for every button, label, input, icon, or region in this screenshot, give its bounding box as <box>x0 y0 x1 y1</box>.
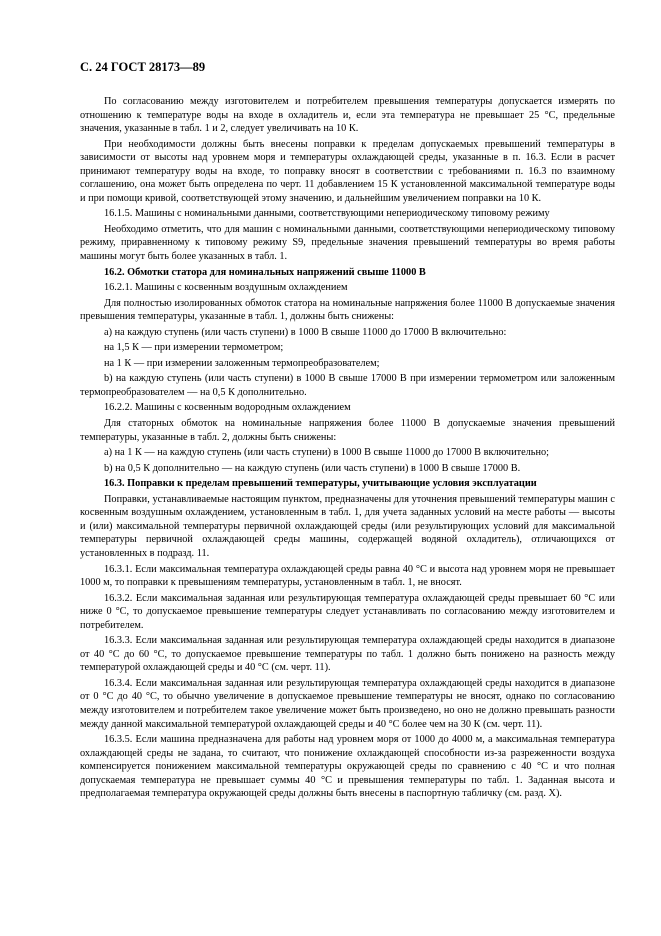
paragraph: а) на каждую ступень (или часть ступени) в 1000 В свыше 11000 до 17000 В включительно: <box>104 326 507 338</box>
section-heading: 16.2. Обмотки статора для номинальных напряжений свыше 11000 В <box>104 266 426 278</box>
paragraph: 16.2.1. Машины с косвенным воздушным охлаждением <box>104 282 348 294</box>
paragraph: Для статорных обмоток на номинальные напряжения более 11000 В допускаемые значения превышений температуры, указанные в табл. 2, должны быть снижены: <box>80 418 615 443</box>
paragraph: b) на 0,5 К дополнительно — на каждую ступень (или часть ступени) в 1000 В свыше 17000 В. <box>104 462 521 474</box>
paragraph: 16.1.5. Машины с номинальными данными, соответствующими непериодическому типовому режиму <box>104 208 550 220</box>
paragraph: По согласованию между изготовителем и потребителем превышения температуры допускается измерять по отношению к температуре воды на входе в охладитель и, если эта температура не превышает 25 °С, предельные значения, указанные в табл. 1 и 2, следует увеличивать на 10 К. <box>80 96 615 135</box>
paragraph: а) на 1 К — на каждую ступень (или часть ступени) в 1000 В свыше 11000 до 17000 В включительно; <box>104 447 550 459</box>
paragraph: При необходимости должны быть внесены поправки к пределам допускаемых превышений температуры в зависимости от высоты над уровнем моря и температуры охлаждающей среды, указанные в п. 16.3. Если в расчет принимают температуру воды на входе, то поправку вносят в соответствии с требованиями п. 16.3 по взаимному соглашению, она может быть определена по черт. 11 добавлением 15 К установленной максимальной температуре воды и при помощи кривой, соответствующей этому значению, и дальнейшим увеличением поправки на 10 К. <box>80 138 615 204</box>
paragraph: Для полностью изолированных обмоток статора на номинальные напряжения более 11000 В допускаемые значения превышения температуры, указанные в табл. 1, должны быть снижены: <box>80 297 615 323</box>
paragraph: на 1,5 К — при измерении термометром; <box>104 342 284 354</box>
paragraph: Поправки, устанавливаемые настоящим пунктом, предназначены для уточнения превышений температуры машин с косвенным воздушным охлаждением, установленным в табл. 1, для учета заданных условий на месте работы — высоты и (или) максимальной температуры первичной охлаждающей среды (или результирующих условий для максимальной температуры первичной охлаждающей среды машины, содержащей водяной охладитель), отличающихся от установленных в подразд. 11. <box>80 493 615 559</box>
paragraph: 16.3.3. Если максимальная заданная или результирующая температура охлаждающей среды находится в диапазоне от 40 °С до 60 °С, то допускаемое превышение температуры по табл. 1 должно быть понижено на разность между температурой охлаждающей среды и 40 °С (см. черт. 11). <box>80 635 615 674</box>
paragraph: 16.3.4. Если максимальная заданная или результирующая температура охлаждающей среды находится в диапазоне от 0 °С до 40 °С, то обычно увеличение в допускаемое превышение температуры не вносят, однако по согласованию между изготовителем и потребителем такое увеличение может быть произведено, но оно не должно превышать разности между данной максимальной температурой охлаждающей среды и 40 °С более чем на 30 К (см. черт. 11). <box>80 677 615 730</box>
page-header: С. 24 ГОСТ 28173—89 <box>80 60 206 74</box>
section-heading: 16.3. Поправки к пределам превышений температуры, учитывающие условия эксплуатации <box>104 478 537 490</box>
paragraph: b) на каждую ступень (или часть ступени) в 1000 В свыше 17000 В при измерении термометром или заложенным термопреобразователем — на 0,5 К дополнительно. <box>80 373 615 398</box>
paragraph: на 1 К — при измерении заложенным термопреобразователем; <box>104 357 380 369</box>
paragraph: Необходимо отметить, что для машин с номинальными данными, соответствующими непериодическому типовому режиму, приравненному к типовому режиму S9, предельные значения превышений температуры во время работы машины могут быть более указанных в табл. 1. <box>80 223 615 263</box>
document-body <box>80 95 615 803</box>
paragraph: 16.2.2. Машины с косвенным водородным охлаждением <box>104 402 351 414</box>
paragraph: 16.3.2. Если максимальная заданная или результирующая температура охлаждающей среды превышает 60 °С или ниже 0 °С, то допускаемое превышение температуры следует устанавливать по согласованию между изготовителем и потребителем. <box>80 592 615 631</box>
paragraph: 16.3.1. Если максимальная температура охлаждающей среды равна 40 °С и высота над уровнем моря не превышает 1000 м, то поправки к превышениям температуры, установленным в табл. 1, не вносят. <box>80 563 615 589</box>
paragraph: 16.3.5. Если машина предназначена для работы над уровнем моря от 1000 до 4000 м, а максимальная температура охлаждающей среды не задана, то считают, что понижение охлаждающей способности из-за разреженности воздуха компенсируется понижением максимальной температуры окружающей среды по сравнению с 40 °С и что полная допускаемая температура не превышает суммы 40 °С и превышения температуры по табл. 1. Заданная высота и предполагаемая температура окружающей среды должны быть внесены в паспортную табличку (см. разд. X). <box>80 734 615 800</box>
